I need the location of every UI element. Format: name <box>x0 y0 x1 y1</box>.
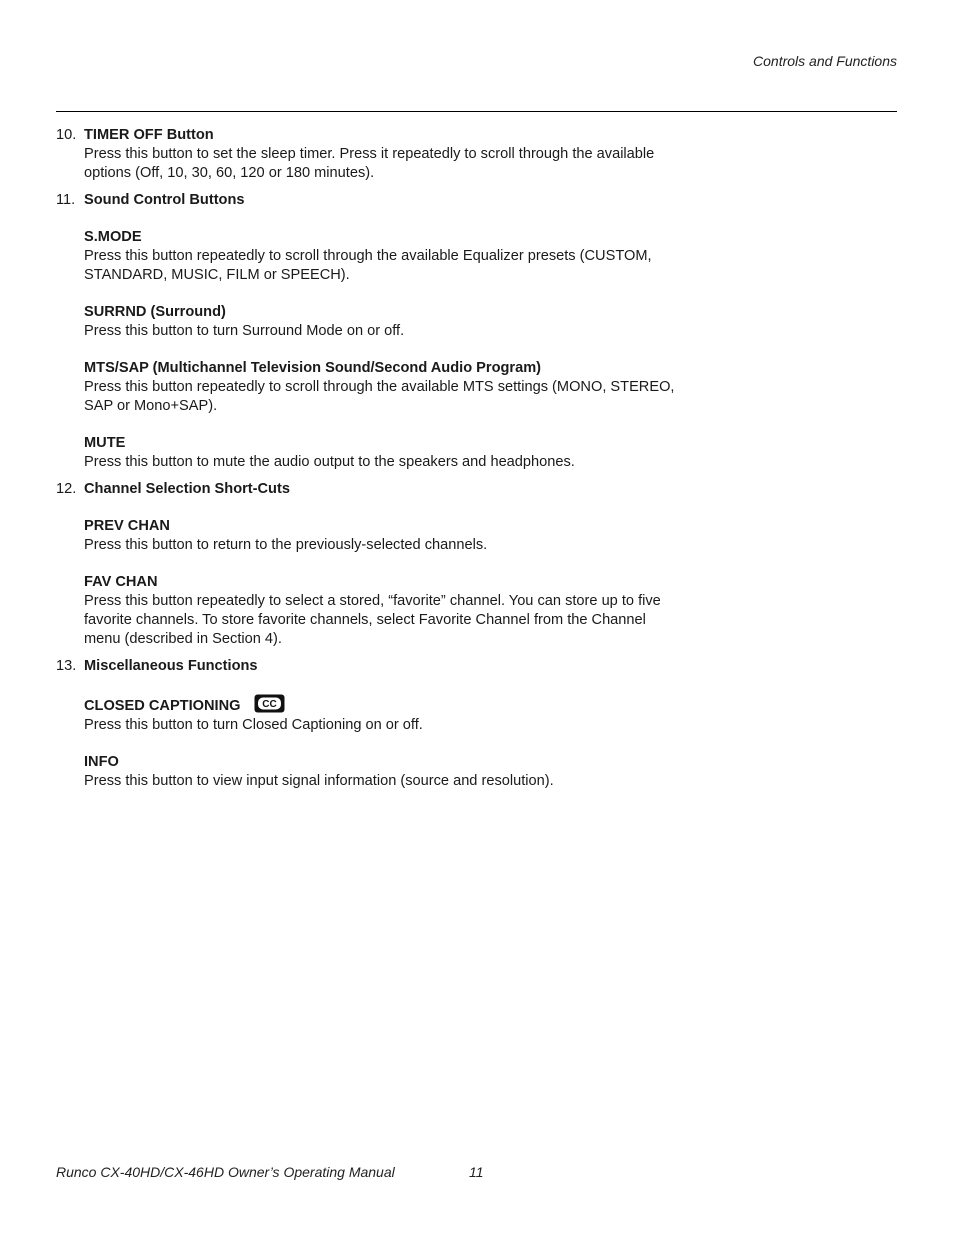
list-item-channel-shortcuts <box>56 480 676 649</box>
list-item-timer-off <box>56 126 676 183</box>
subsection-description: Press this button to turn Surround Mode on or off. <box>84 323 405 339</box>
subsection-title: SURRND (Surround) <box>84 304 226 320</box>
subsection-fav-chan <box>84 573 676 649</box>
item-title: Sound Control Buttons <box>84 192 245 208</box>
subsection-prev-chan <box>84 517 676 555</box>
subsection-title: INFO <box>84 754 119 770</box>
subsection-description: Press this button repeatedly to scroll through the available MTS settings (MONO, STEREO, SAP or Mono+SAP). <box>84 379 675 414</box>
subsection-description: Press this button to view input signal information (source and resolution). <box>84 773 554 789</box>
item-number: 10. <box>56 127 77 143</box>
list-item-misc-functions <box>56 657 676 791</box>
subsection-surround <box>84 303 676 341</box>
closed-caption-icon-text: CC <box>262 699 278 711</box>
item-title: Miscellaneous Functions <box>84 658 258 674</box>
item-number: 11. <box>56 192 76 208</box>
item-title: TIMER OFF Button <box>84 127 214 143</box>
subsection-title: PREV CHAN <box>84 518 170 534</box>
subsection-smode <box>84 228 676 285</box>
subsection-title: S.MODE <box>84 229 142 245</box>
subsection-title: FAV CHAN <box>84 574 158 590</box>
footer-manual-title: Runco CX-40HD/CX-46HD Owner’s Operating Manual <box>56 1164 395 1180</box>
subsection-description: Press this button to turn Closed Captioning on or off. <box>84 717 423 733</box>
subsection-title: MTS/SAP (Multichannel Television Sound/Second Audio Program) <box>84 360 542 376</box>
header-rule <box>56 111 897 112</box>
subsection-description: Press this button to mute the audio output to the speakers and headphones. <box>84 454 575 470</box>
subsection-description: Press this button to return to the previously-selected channels. <box>84 537 488 553</box>
subsection-mute <box>84 434 676 472</box>
document-body <box>56 126 676 799</box>
subsection-closed-captioning <box>84 694 676 735</box>
page-number: 11 <box>469 1164 484 1180</box>
item-number: 12. <box>56 481 77 497</box>
item-title: Channel Selection Short-Cuts <box>84 481 290 497</box>
closed-caption-icon <box>254 694 285 713</box>
running-header: Controls and Functions <box>753 53 897 69</box>
subsection-title: CLOSED CAPTIONING <box>84 698 241 714</box>
subsection-title: MUTE <box>84 435 126 451</box>
item-number: 13. <box>56 658 77 674</box>
subsection-info <box>84 753 676 791</box>
subsection-description: Press this button repeatedly to select a stored, “favorite” channel. You can store up to five favorite channels. To store favorite channels, select Favorite Channel from the Channel menu (described in Section 4). <box>84 593 661 647</box>
list-item-sound-control <box>56 191 676 472</box>
subsection-mts-sap <box>84 359 676 416</box>
subsection-description: Press this button repeatedly to scroll through the available Equalizer presets (CUSTOM, STANDARD, MUSIC, FILM or SPEECH). <box>84 248 652 283</box>
item-description: Press this button to set the sleep timer. Press it repeatedly to scroll through the available options (Off, 10, 30, 60, 120 or 180 minutes). <box>84 146 655 181</box>
subsection-title-row <box>84 694 676 716</box>
